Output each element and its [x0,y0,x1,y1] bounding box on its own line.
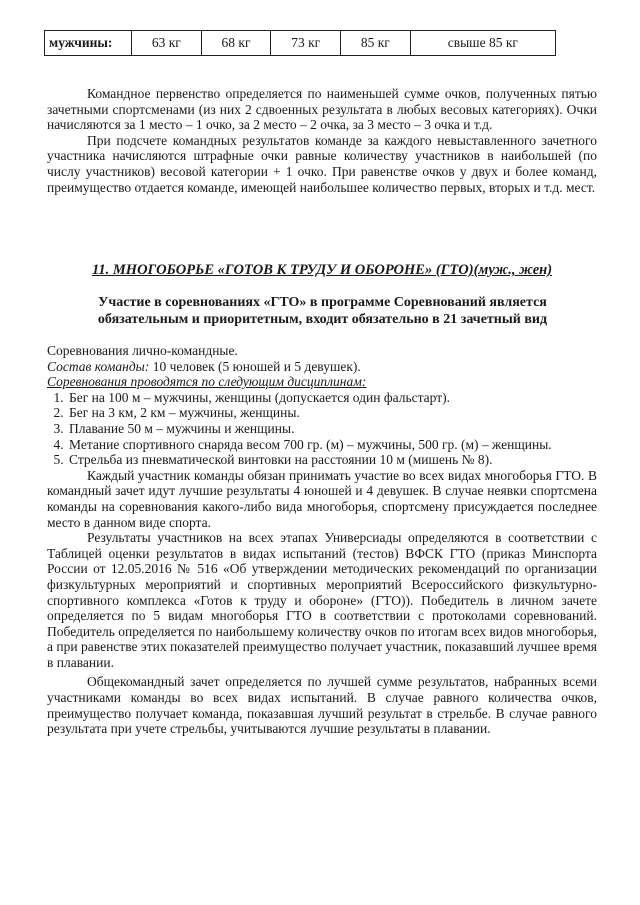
list-item: 1. Бег на 100 м – мужчины, женщины (допускается один фальстарт). [67,390,597,406]
paragraph: Каждый участник команды обязан принимать участие во всех видах многоборья ГТО. В командный зачет идут лучшие результаты 4 юношей и 4 девушек. В случае неявки спортсмена команды на соревнования какого-либо вида многоборья, спортсмену присуждается последнее место в данном виде спорта. [47,467,597,530]
team-composition-value: 10 человек (5 юношей и 5 девушек). [149,358,361,374]
paragraph: Командное первенство определяется по наименьшей сумме очков, полученных пятью зачетными спортсменами (из них 2 сдвоенных результата в любых весовых категориях). Очки начисляются за 1 место – 1 очко, за 2 место – 2 очка, за 3 место – 3 очка и т.д. [47,86,597,133]
weight-category-table [44,30,556,56]
list-item: 5. Стрельба из пневматической винтовки на расстоянии 10 м (мишень № 8). [67,452,597,468]
team-composition-label: Состав команды: [47,358,150,374]
disciplines-heading: Соревнования проводятся по следующим дисциплинам: [47,374,367,390]
table-cell: свыше 85 кг [410,31,555,56]
disciplines-list [47,390,597,468]
table-cell: 85 кг [341,31,411,56]
table-cell: 63 кг [132,31,202,56]
team-composition [47,359,597,375]
paragraph: Общекомандный зачет определяется по лучшей сумме результатов, набранных всеми участниками команды во всех видах испытаний. В случае равного количества очков, преимущество получает команда, показавшая лучший результат в стрельбе. В случае равного результата при учете стрельбы, учитываются лучшие результаты в плавании. [47,674,597,737]
list-item: 4. Метание спортивного снаряда весом 700 гр. (м) – мужчины, 500 гр. (м) – женщины. [67,437,597,453]
section-subheading: Участие в соревнованиях «ГТО» в программе Соревнований является обязательным и приоритетным, входит обязательно в 21 зачетный вид [97,295,548,327]
table-cell: 73 кг [271,31,341,56]
paragraph: При подсчете командных результатов команде за каждого невыставленного зачетного участника начисляются штрафные очки равные количеству участников в наибольшей (по числу участников) весовой категории + 1 очко. При равенстве очков у двух и более команд, преимущество отдается команде, имеющей наибольшее количество первых, вторых и т.д. мест. [47,132,597,195]
row-label: мужчины: [45,31,132,56]
competition-type: Соревнования лично-командные. [47,343,238,358]
gto-rules-text [47,343,597,737]
team-scoring-text [47,86,597,195]
table-cell: 68 кг [201,31,271,56]
list-item: 2. Бег на 3 км, 2 км – мужчины, женщины. [67,405,597,421]
section-heading: 11. МНОГОБОРЬЕ «ГОТОВ К ТРУДУ И ОБОРОНЕ» (ГТО)(муж., жен) [91,262,553,278]
table-row [45,31,556,56]
list-item: 3. Плавание 50 м – мужчины и женщины. [67,421,597,437]
paragraph: Результаты участников на всех этапах Универсиады определяются в соответствии с Таблицей оценки результатов в видах испытаний (тестов) ВФСК ГТО (приказ Минспорта России от 12.05.2016 № 516 «Об утверждении методических рекомендаций по организации физкультурных мероприятий и спортивных мероприятий Всероссийского физкультурно-спортивного комплекса «Готов к труду и обороне» (ГТО)). Победитель в личном зачете определяется по 5 видам многоборья ГТО в соответствии с протоколами соревнований. Победитель определяется по наибольшему количеству очков по итогам всех видов многоборья, а при равенстве этих показателей преимущество получает участник, показавший лучшее время в плавании. [47,530,597,670]
